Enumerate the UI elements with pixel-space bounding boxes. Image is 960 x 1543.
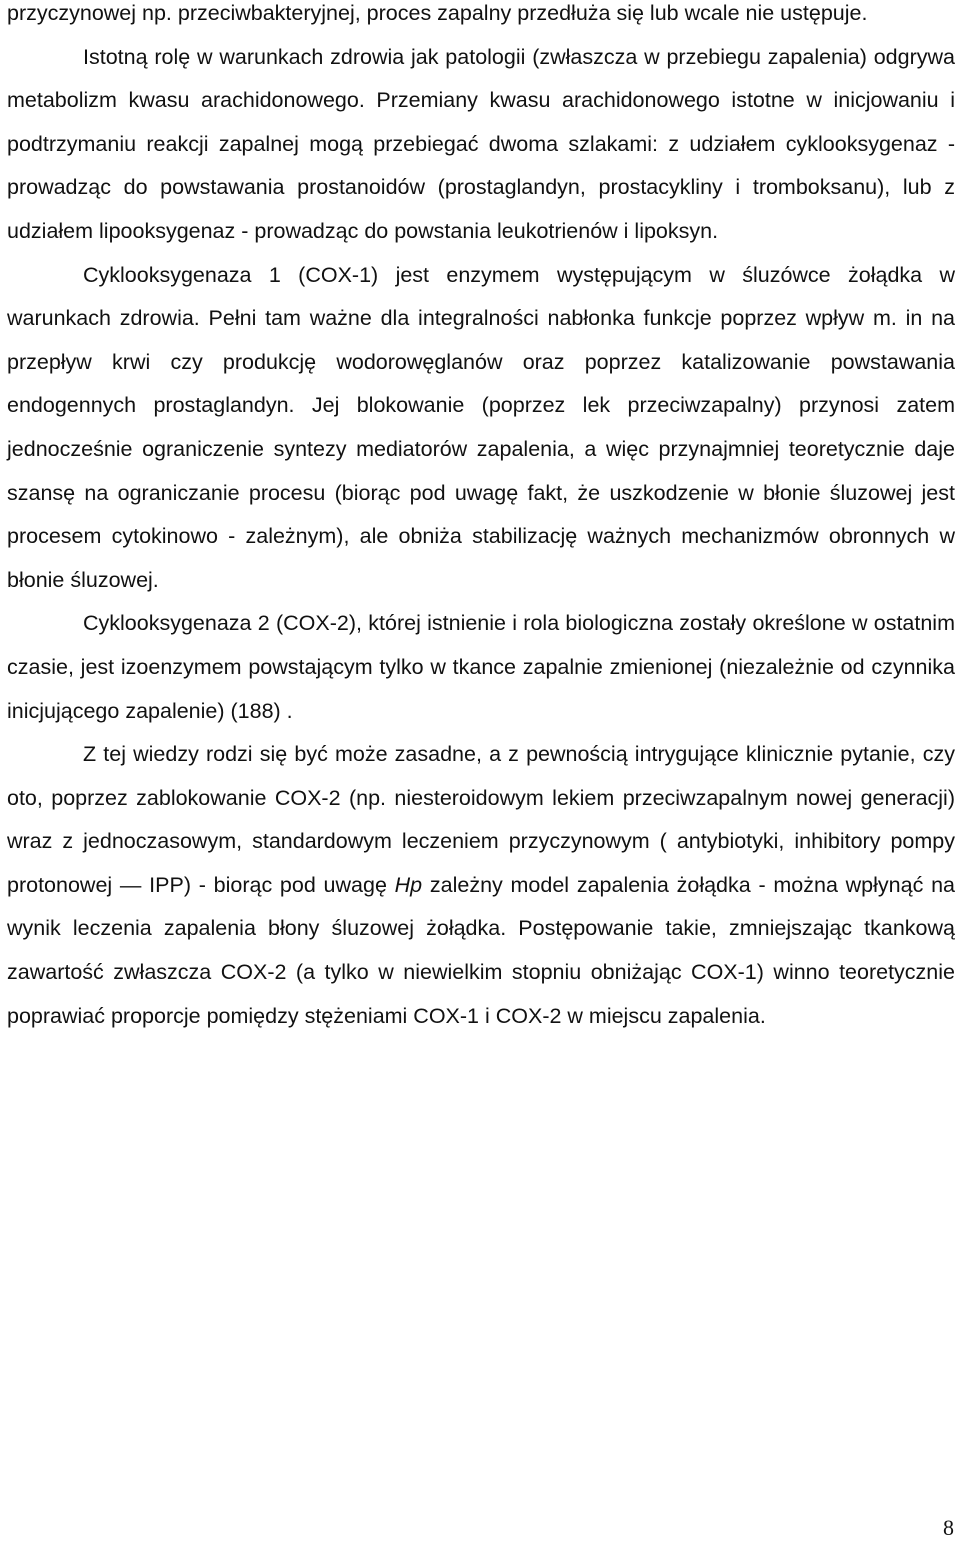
page-number: 8	[943, 1515, 954, 1540]
hp-italic-term: Hp	[394, 872, 423, 897]
paragraph-clinical-question-part1: Z tej wiedzy rodzi się być może zasadne, a z pewnością intrygujące klinicznie pytanie, czy oto, poprzez zablokowanie COX-2 (np. niesteroidowym lekiem przeciwzapalnym nowej generacji) wraz z jednoczasowym, standardowym leczeniem przyczynowym ( antybiotyki, inhibitory pompy protonowej — IPP) - biorąc pod uwagę	[7, 742, 955, 897]
paragraph-cox1: Cyklooksygenaza 1 (COX-1) jest enzymem występującym w śluzówce żołądka w warunkach zdrowia. Pełni tam ważne dla integralności nabłonka funkcje poprzez wpływ m. in na przepływ krwi czy produkcję wodorowęglanów oraz poprzez katalizowanie powstawania endogennych prostaglandyn. Jej blokowanie (poprzez lek przeciwzapalny) przynosi zatem jednocześnie ograniczenie syntezy mediatorów zapalenia, a więc przynajmniej teoretycznie daje szansę na ograniczanie procesu (biorąc pod uwagę fakt, że uszkodzenie w błonie śluzowej jest procesem cytokinowo - zależnym), ale obniża stabilizację ważnych mechanizmów obronnych w błonie śluzowej.	[7, 262, 955, 592]
paragraph-clinical-question-part2: zależny model zapalenia żołądka - można wpłynąć na wynik leczenia zapalenia błony śluzowej żołądka. Postępowanie takie, zmniejszając tkankową zawartość zwłaszcza COX-2 (a tylko w niewielkim stopniu obniżając COX-1) winno teoretycznie poprawiać proporcje pomiędzy stężeniami COX-1 i COX-2 w miejscu zapalenia.	[7, 872, 955, 1028]
paragraph-arachidonic-acid: Istotną rolę w warunkach zdrowia jak patologii (zwłaszcza w przebiegu zapalenia) odgrywa metabolizm kwasu arachidonowego. Przemiany kwasu arachidonowego istotne w inicjowaniu i podtrzymaniu reakcji zapalnej mogą przebiegać dwoma szlakami: z udziałem cyklooksygenaz - prowadząc do powstawania prostanoidów (prostaglandyn, prostacykliny i tromboksanu), lub z udziałem lipooksygenaz - prowadząc do powstania leukotrienów i lipoksyn.	[7, 44, 955, 243]
paragraph-clinical-question	[7, 733, 955, 1038]
body-text	[7, 0, 955, 1038]
paragraph-cox2: Cyklooksygenaza 2 (COX-2), której istnienie i rola biologiczna zostały określone w ostatnim czasie, jest izoenzymem powstającym tylko w tkance zapalnie zmienionej (niezależnie od czynnika inicjującego zapalenie) (188) .	[7, 611, 955, 723]
paragraph-continuation: przyczynowej np. przeciwbakteryjnej, proces zapalny przedłuża się lub wcale nie ustępuje.	[7, 1, 868, 25]
